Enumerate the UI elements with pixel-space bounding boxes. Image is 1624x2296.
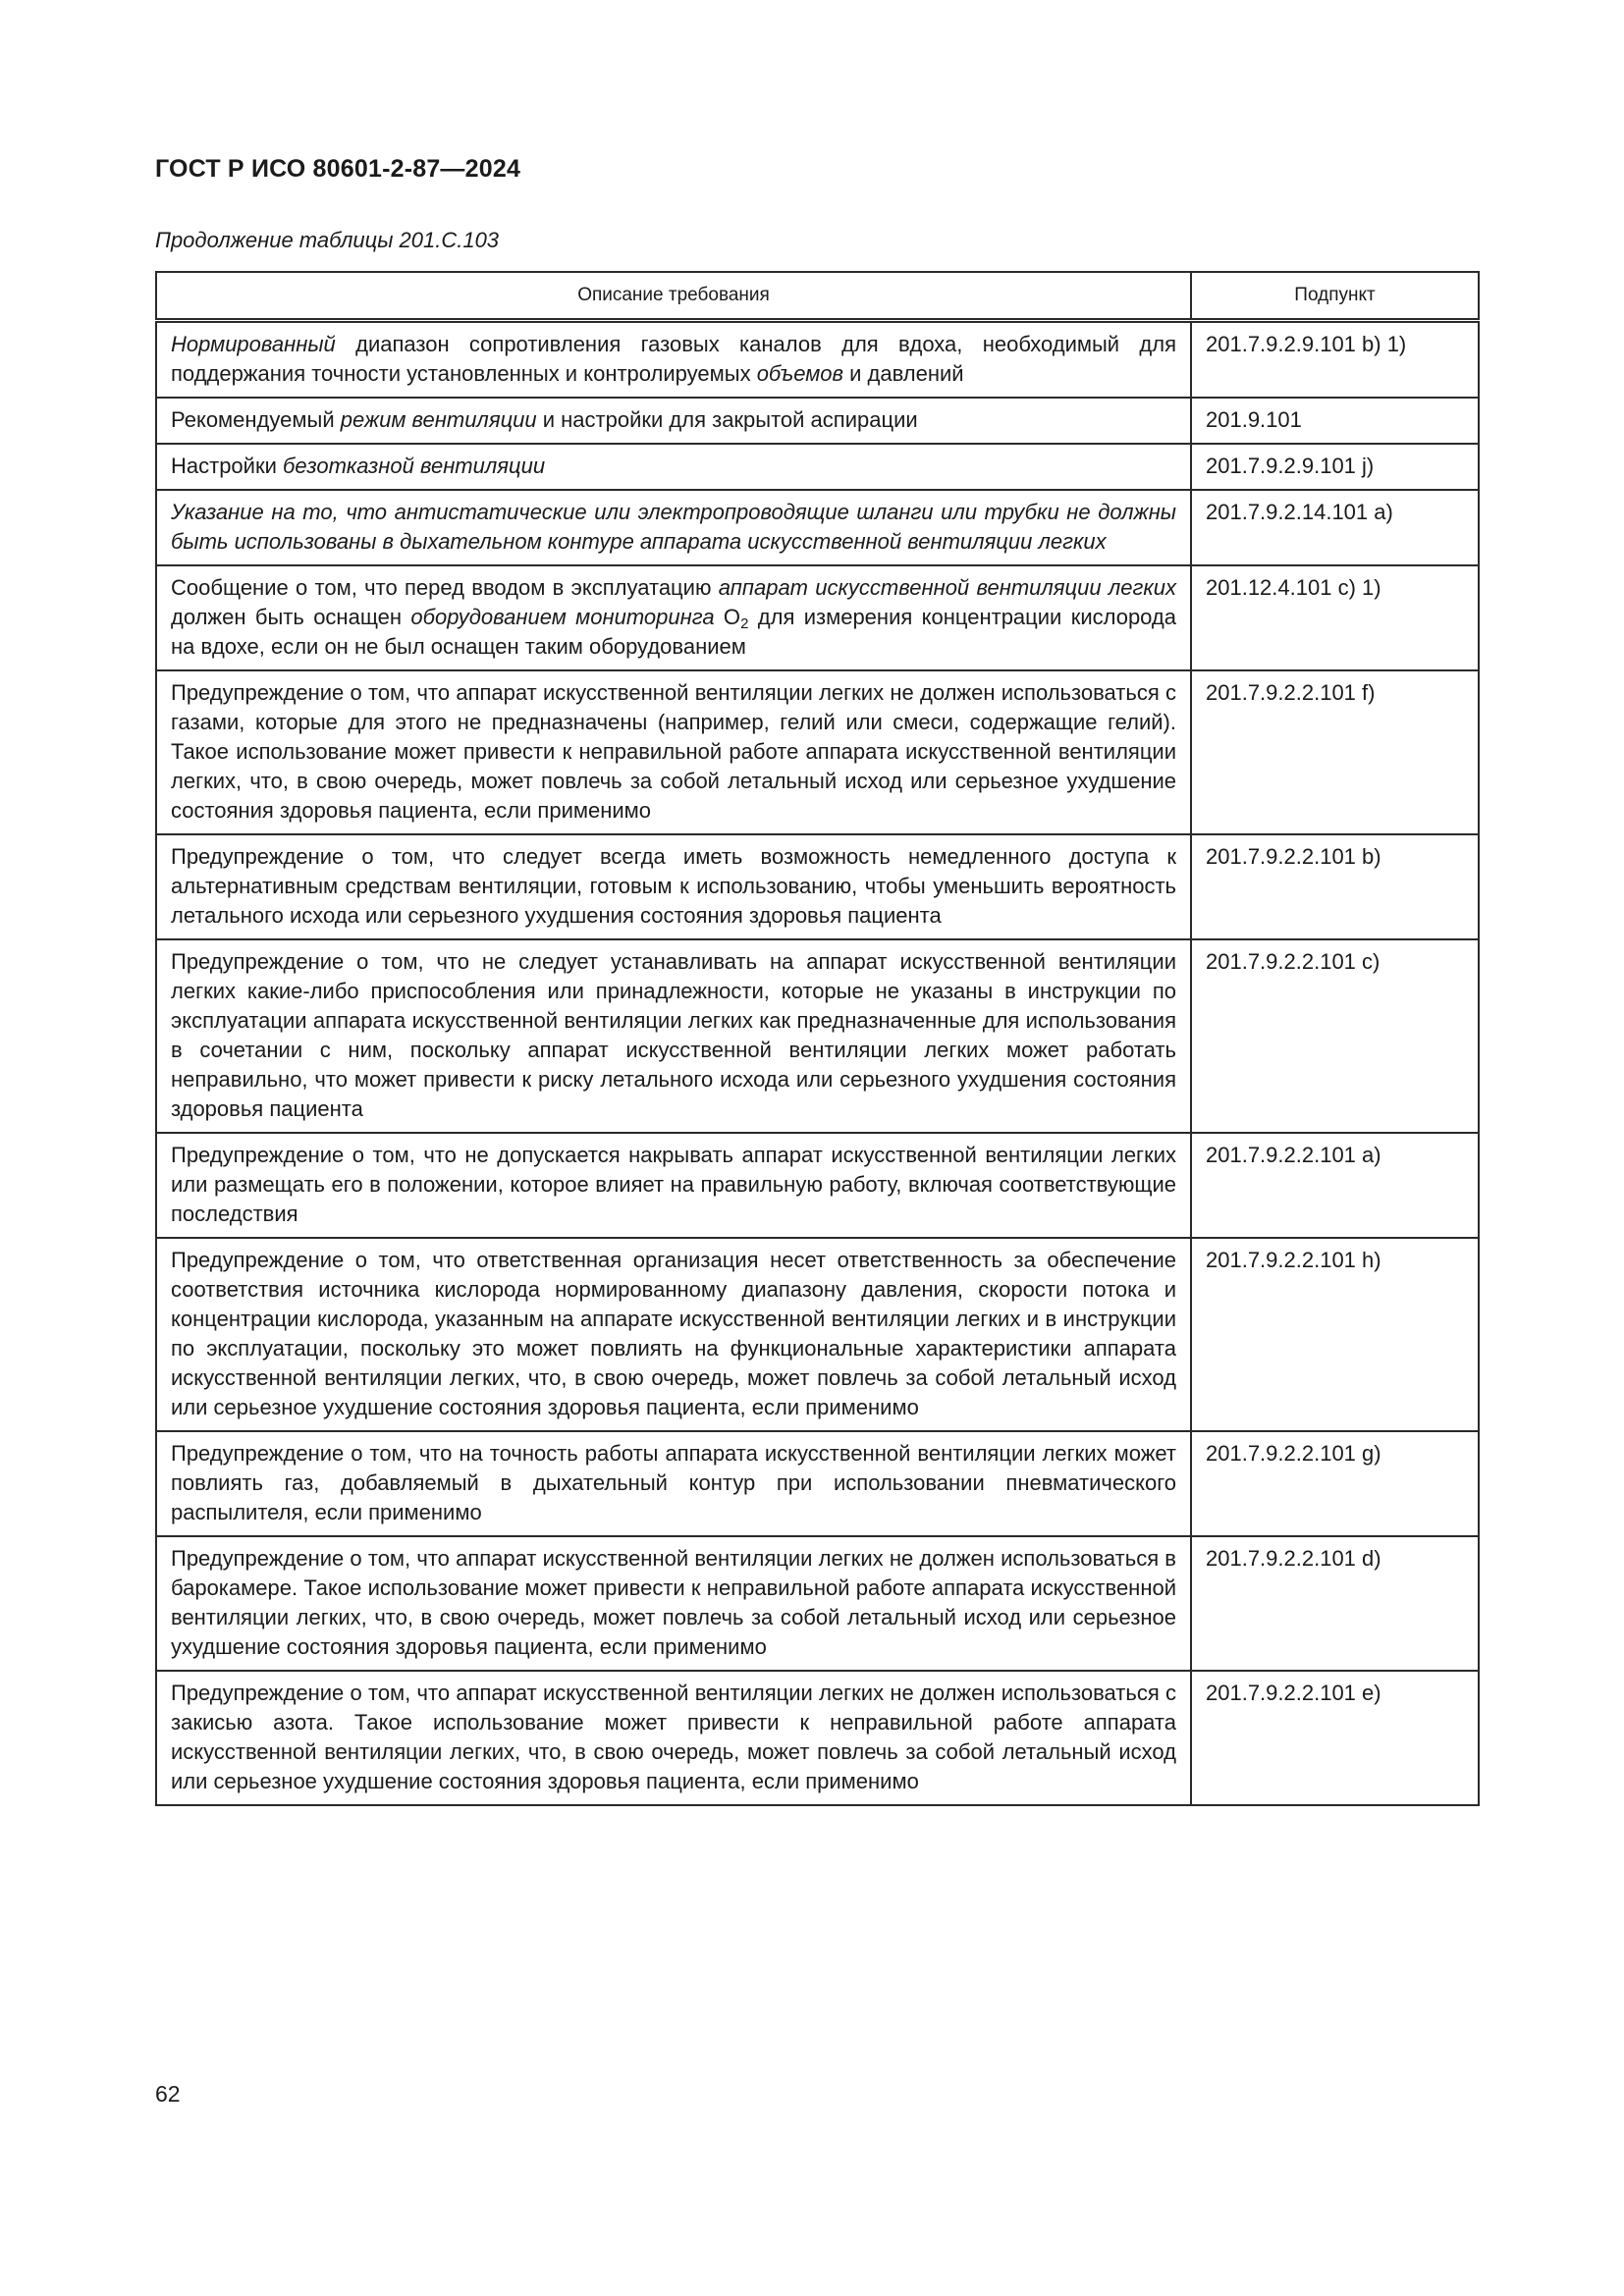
text-segment: Сообщение о том, что перед вводом в эксплуатацию [171, 575, 719, 600]
requirement-description [156, 1671, 1191, 1805]
subclause-reference: 201.7.9.2.2.101 e) [1191, 1671, 1479, 1805]
subscript-text: 2 [740, 615, 749, 632]
table-row [156, 670, 1479, 834]
italic-term: аппарат искусственной вентиляции легких [718, 575, 1177, 600]
table-row [156, 834, 1479, 939]
subclause-reference: 201.7.9.2.2.101 a) [1191, 1133, 1479, 1238]
text-segment: Предупреждение о том, что ответственная организация несет ответственность за обеспечение соответствия источника кислорода нормированному диапазону давления, скорости потока и концентрации кислорода, указанным на аппарате искусственной вентиляции легких и в инструкции по эксплуатации, поскольку это может повлиять на функциональные характеристики аппарата искусственной вентиляции легких, что, в свою очередь, может повлечь за собой летальный исход или серьезное ухудшение состояния здоровья пациента, если применимо [171, 1248, 1176, 1419]
requirement-description [156, 834, 1191, 939]
requirement-description [156, 321, 1191, 399]
column-header-description: Описание требования [156, 272, 1191, 321]
text-segment: Предупреждение о том, что аппарат искусственной вентиляции легких не должен использоваться с газами, которые для этого не предназначены (например, гелий или смеси, содержащие гелий). Такое использование может привести к неправильной работе аппарата искусственной вентиляции легких, что, в свою очередь, может повлечь за собой летальный исход или серьезное ухудшение состояния здоровья пациента, если применимо [171, 680, 1176, 823]
subclause-reference: 201.7.9.2.2.101 b) [1191, 834, 1479, 939]
subclause-reference: 201.7.9.2.14.101 a) [1191, 490, 1479, 565]
table-row [156, 1671, 1479, 1805]
italic-term: режим вентиляции [340, 407, 537, 432]
subclause-reference: 201.7.9.2.2.101 h) [1191, 1238, 1479, 1431]
subclause-reference: 201.7.9.2.2.101 c) [1191, 939, 1479, 1133]
text-segment: Настройки [171, 454, 283, 478]
table-row [156, 490, 1479, 565]
requirement-description [156, 939, 1191, 1133]
subclause-reference: 201.9.101 [1191, 398, 1479, 444]
italic-term: безотказной вентиляции [283, 454, 546, 478]
text-segment: должен быть оснащен [171, 605, 411, 629]
requirement-description [156, 398, 1191, 444]
text-segment: Предупреждение о том, что аппарат искусственной вентиляции легких не должен использоваться с закисью азота. Такое использование может привести к неправильной работе аппарата искусственной вентиляции легких, что, в свою очередь, может повлечь за собой летальный исход или серьезное ухудшение состояния здоровья пациента, если применимо [171, 1681, 1176, 1793]
text-segment: O [714, 605, 741, 629]
requirement-description [156, 1133, 1191, 1238]
subclause-reference: 201.12.4.101 c) 1) [1191, 565, 1479, 670]
text-segment: Предупреждение о том, что не допускается накрывать аппарат искусственной вентиляции легких или размещать его в положении, которое влияет на правильную работу, включая соответствующие последствия [171, 1143, 1176, 1226]
italic-term: оборудованием мониторинга [410, 605, 715, 629]
requirement-description [156, 565, 1191, 670]
requirement-description [156, 1238, 1191, 1431]
table-row [156, 565, 1479, 670]
text-segment: и настройки для закрытой аспирации [536, 407, 918, 432]
table-row [156, 444, 1479, 490]
requirements-table [155, 271, 1480, 1806]
table-row [156, 1238, 1479, 1431]
table-row [156, 1133, 1479, 1238]
subclause-reference: 201.7.9.2.2.101 f) [1191, 670, 1479, 834]
table-row [156, 398, 1479, 444]
text-segment: Предупреждение о том, что на точность работы аппарата искусственной вентиляции легких может повлиять газ, добавляемый в дыхательный контур при использовании пневматического распылителя, если применимо [171, 1441, 1176, 1524]
table-caption: Продолжение таблицы 201.С.103 [155, 228, 500, 252]
requirement-description [156, 444, 1191, 490]
subclause-reference: 201.7.9.2.9.101 j) [1191, 444, 1479, 490]
table-row [156, 939, 1479, 1133]
subclause-reference: 201.7.9.2.2.101 d) [1191, 1536, 1479, 1671]
italic-term: Нормированный [171, 332, 336, 356]
text-segment: Рекомендуемый [171, 407, 341, 432]
table-row [156, 1431, 1479, 1536]
table-row [156, 321, 1479, 399]
text-segment: Предупреждение о том, что аппарат искусственной вентиляции легких не должен использоваться в барокамере. Такое использование может привести к неправильной работе аппарата искусственной вентиляции легких, что, в свою очередь, может повлечь за собой летальный исход или серьезное ухудшение состояния здоровья пациента, если применимо [171, 1546, 1176, 1659]
requirement-description [156, 490, 1191, 565]
text-segment: Предупреждение о том, что следует всегда иметь возможность немедленного доступа к альтернативным средствам вентиляции, готовым к использованию, чтобы уменьшить вероятность летального исхода или серьезного ухудшения состояния здоровья пациента [171, 844, 1176, 928]
requirement-description [156, 1536, 1191, 1671]
page-number: 62 [155, 2081, 181, 2107]
text-segment: и давлений [843, 361, 964, 386]
column-header-subclause: Подпункт [1191, 272, 1479, 321]
requirement-description [156, 670, 1191, 834]
italic-term: Указание на то, что антистатические или электропроводящие шланги или трубки не должны быть использованы в дыхательном контуре аппарата искусственной вентиляции легких [171, 500, 1176, 554]
text-segment: Предупреждение о том, что не следует устанавливать на аппарат искусственной вентиляции легких какие-либо приспособления или принадлежности, которые не указаны в инструкции по эксплуатации аппарата искусственной вентиляции легких как предназначенные для использования в сочетании с ним, поскольку аппарат искусственной вентиляции легких может работать неправильно, что может привести к риску летального исхода или серьезного ухудшения состояния здоровья пациента [171, 949, 1176, 1121]
subclause-reference: 201.7.9.2.2.101 g) [1191, 1431, 1479, 1536]
table-row [156, 1536, 1479, 1671]
requirement-description [156, 1431, 1191, 1536]
italic-term: объемов [756, 361, 844, 386]
document-header: ГОСТ Р ИСО 80601-2-87—2024 [155, 155, 521, 183]
table-header-row [156, 272, 1479, 321]
subclause-reference: 201.7.9.2.9.101 b) 1) [1191, 321, 1479, 399]
text-segment: диапазон сопротивления газовых каналов для вдоха, необходимый для поддержания точности установленных и контролируемых [171, 332, 1176, 386]
text-segment: для измерения концентрации кислорода на вдохе, если он не был оснащен таким оборудованием [171, 605, 1177, 659]
table-body [156, 321, 1479, 1806]
